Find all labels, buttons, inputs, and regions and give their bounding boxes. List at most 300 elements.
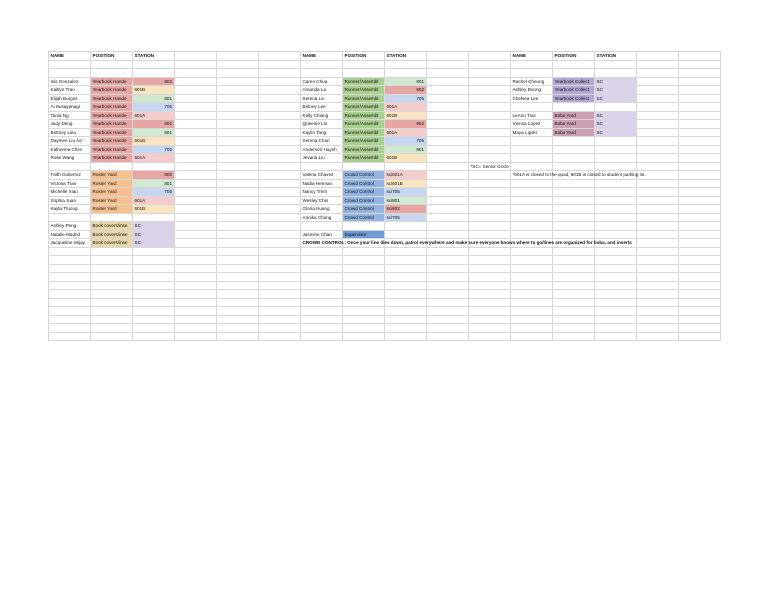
table-cell[interactable] bbox=[259, 324, 301, 333]
table-cell[interactable]: Crowd Control bbox=[343, 171, 385, 180]
table-cell[interactable] bbox=[343, 61, 385, 70]
table-cell[interactable] bbox=[301, 273, 343, 282]
table-cell[interactable]: sci802 bbox=[385, 205, 427, 214]
table-cell[interactable] bbox=[637, 282, 679, 291]
table-cell[interactable] bbox=[259, 282, 301, 291]
table-cell[interactable]: Katherine Chen bbox=[49, 146, 91, 155]
table-cell[interactable] bbox=[469, 222, 511, 231]
table-cell[interactable] bbox=[511, 299, 553, 308]
table-cell[interactable] bbox=[595, 180, 637, 189]
table-cell[interactable] bbox=[679, 171, 721, 180]
table-cell[interactable] bbox=[217, 205, 259, 214]
table-cell[interactable] bbox=[217, 197, 259, 206]
table-cell[interactable] bbox=[133, 307, 175, 316]
table-cell[interactable]: Amanda La bbox=[301, 86, 343, 95]
table-cell[interactable] bbox=[49, 290, 91, 299]
table-cell[interactable] bbox=[427, 129, 469, 138]
table-cell[interactable] bbox=[469, 95, 511, 104]
table-cell[interactable] bbox=[427, 95, 469, 104]
table-cell[interactable] bbox=[553, 265, 595, 274]
table-cell[interactable] bbox=[217, 290, 259, 299]
table-cell[interactable]: Anderson Huynh bbox=[301, 146, 343, 155]
table-cell[interactable] bbox=[427, 290, 469, 299]
table-cell[interactable] bbox=[385, 333, 427, 342]
table-cell[interactable]: LeAnn Trac bbox=[511, 112, 553, 121]
table-cell[interactable] bbox=[511, 333, 553, 342]
table-cell[interactable] bbox=[175, 222, 217, 231]
table-cell[interactable] bbox=[427, 188, 469, 197]
table-cell[interactable] bbox=[511, 197, 553, 206]
table-cell[interactable] bbox=[133, 214, 175, 223]
table-cell[interactable] bbox=[637, 307, 679, 316]
table-cell[interactable] bbox=[511, 222, 553, 231]
table-cell[interactable] bbox=[175, 129, 217, 138]
table-cell[interactable]: 705 bbox=[133, 188, 175, 197]
table-cell[interactable] bbox=[679, 239, 721, 248]
table-cell[interactable] bbox=[679, 214, 721, 223]
table-cell[interactable] bbox=[637, 197, 679, 206]
table-cell[interactable] bbox=[175, 120, 217, 129]
table-cell[interactable] bbox=[469, 146, 511, 155]
table-cell[interactable]: Yearbook Hande bbox=[91, 137, 133, 146]
table-cell[interactable] bbox=[217, 324, 259, 333]
table-cell[interactable] bbox=[469, 324, 511, 333]
table-cell[interactable]: 802 bbox=[133, 78, 175, 87]
table-cell[interactable] bbox=[259, 205, 301, 214]
table-cell[interactable] bbox=[259, 239, 301, 248]
table-cell[interactable]: sci801 bbox=[385, 197, 427, 206]
table-cell[interactable] bbox=[469, 248, 511, 257]
table-cell[interactable] bbox=[175, 163, 217, 172]
table-cell[interactable] bbox=[427, 256, 469, 265]
table-cell[interactable] bbox=[637, 324, 679, 333]
table-cell[interactable] bbox=[175, 239, 217, 248]
table-cell[interactable] bbox=[553, 222, 595, 231]
table-cell[interactable]: SC bbox=[133, 222, 175, 231]
table-cell[interactable]: Queenie Lin bbox=[301, 120, 343, 129]
table-cell[interactable] bbox=[511, 316, 553, 325]
table-cell[interactable]: Yearbook Hande bbox=[91, 86, 133, 95]
table-cell[interactable] bbox=[217, 163, 259, 172]
table-cell[interactable]: Yearbook Hande bbox=[91, 154, 133, 163]
table-cell[interactable] bbox=[49, 256, 91, 265]
table-cell[interactable] bbox=[343, 316, 385, 325]
table-cell[interactable]: Jacqueline Wijay bbox=[49, 239, 91, 248]
table-cell[interactable] bbox=[175, 180, 217, 189]
table-cell[interactable] bbox=[427, 120, 469, 129]
table-cell[interactable] bbox=[427, 146, 469, 155]
table-cell[interactable]: Yearbook Hande bbox=[91, 120, 133, 129]
table-cell[interactable] bbox=[175, 324, 217, 333]
table-cell[interactable]: 601B bbox=[385, 154, 427, 163]
table-cell[interactable]: Judy Deng bbox=[49, 120, 91, 129]
table-cell[interactable]: Michelle Xian bbox=[49, 188, 91, 197]
table-cell[interactable] bbox=[637, 78, 679, 87]
table-cell[interactable] bbox=[679, 163, 721, 172]
table-cell[interactable] bbox=[553, 146, 595, 155]
table-cell[interactable]: 601A bbox=[385, 103, 427, 112]
table-cell[interactable]: Yearbook Collect bbox=[553, 95, 595, 104]
table-cell[interactable] bbox=[91, 324, 133, 333]
table-cell[interactable] bbox=[427, 86, 469, 95]
table-cell[interactable]: 802 bbox=[133, 171, 175, 180]
table-cell[interactable] bbox=[427, 197, 469, 206]
table-cell[interactable]: Book covers/inse bbox=[91, 231, 133, 240]
table-cell[interactable] bbox=[679, 137, 721, 146]
table-cell[interactable] bbox=[259, 69, 301, 78]
table-cell[interactable] bbox=[427, 154, 469, 163]
table-cell[interactable]: Runner/Assembl bbox=[343, 120, 385, 129]
table-cell[interactable]: SC bbox=[595, 95, 637, 104]
table-cell[interactable]: SC bbox=[595, 78, 637, 87]
table-cell[interactable] bbox=[553, 69, 595, 78]
table-cell[interactable] bbox=[259, 316, 301, 325]
table-cell[interactable]: CROWD CONTROL: Once your line dies down, patrol everywhere and make sure everyone knows where to go/lines are organized for boba, and inserts bbox=[301, 239, 343, 248]
table-cell[interactable] bbox=[469, 231, 511, 240]
table-cell[interactable] bbox=[343, 273, 385, 282]
table-cell[interactable]: SC bbox=[595, 129, 637, 138]
table-cell[interactable] bbox=[427, 214, 469, 223]
table-cell[interactable]: Boba Yard bbox=[553, 112, 595, 121]
table-cell[interactable] bbox=[385, 316, 427, 325]
table-cell[interactable] bbox=[385, 290, 427, 299]
table-cell[interactable] bbox=[175, 154, 217, 163]
table-cell[interactable]: Runner/Assembl bbox=[343, 112, 385, 121]
table-cell[interactable] bbox=[511, 265, 553, 274]
table-cell[interactable]: Ashley Duong bbox=[511, 86, 553, 95]
table-cell[interactable] bbox=[679, 197, 721, 206]
table-cell[interactable] bbox=[679, 324, 721, 333]
table-cell[interactable] bbox=[469, 180, 511, 189]
table-cell[interactable] bbox=[637, 333, 679, 342]
table-cell[interactable] bbox=[469, 69, 511, 78]
table-cell[interactable] bbox=[595, 248, 637, 257]
table-cell[interactable] bbox=[469, 205, 511, 214]
table-cell[interactable] bbox=[49, 248, 91, 257]
table-cell[interactable]: SC bbox=[133, 239, 175, 248]
table-cell[interactable] bbox=[301, 163, 343, 172]
table-cell[interactable] bbox=[469, 214, 511, 223]
table-cell[interactable]: 601B bbox=[133, 137, 175, 146]
table-cell[interactable]: Crowd Control bbox=[343, 188, 385, 197]
table-cell[interactable] bbox=[217, 154, 259, 163]
table-cell[interactable] bbox=[49, 307, 91, 316]
table-cell[interactable] bbox=[427, 316, 469, 325]
table-cell[interactable] bbox=[301, 61, 343, 70]
table-cell[interactable] bbox=[511, 154, 553, 163]
table-cell[interactable] bbox=[385, 324, 427, 333]
table-cell[interactable]: Yearbook Hande bbox=[91, 146, 133, 155]
table-cell[interactable] bbox=[175, 146, 217, 155]
table-cell[interactable] bbox=[637, 231, 679, 240]
table-cell[interactable] bbox=[679, 146, 721, 155]
table-cell[interactable] bbox=[469, 188, 511, 197]
table-cell[interactable]: Runner/Assembl bbox=[343, 103, 385, 112]
table-cell[interactable] bbox=[595, 299, 637, 308]
table-cell[interactable] bbox=[343, 265, 385, 274]
table-cell[interactable] bbox=[427, 231, 469, 240]
table-cell[interactable] bbox=[427, 222, 469, 231]
table-cell[interactable] bbox=[301, 222, 343, 231]
table-cell[interactable]: Serena Chan bbox=[301, 137, 343, 146]
table-cell[interactable] bbox=[469, 282, 511, 291]
table-cell[interactable]: *SC= Senior Circle bbox=[469, 163, 511, 172]
table-cell[interactable] bbox=[175, 205, 217, 214]
table-cell[interactable] bbox=[343, 248, 385, 257]
table-cell[interactable]: 705 bbox=[385, 137, 427, 146]
table-cell[interactable]: Faith Gutierrez bbox=[49, 171, 91, 180]
table-cell[interactable]: Roster Yard bbox=[91, 205, 133, 214]
table-cell[interactable] bbox=[175, 265, 217, 274]
table-cell[interactable]: 601A bbox=[133, 112, 175, 121]
table-cell[interactable] bbox=[91, 256, 133, 265]
table-cell[interactable] bbox=[175, 282, 217, 291]
table-cell[interactable]: Yearbook Hande bbox=[91, 95, 133, 104]
table-cell[interactable] bbox=[679, 129, 721, 138]
table-cell[interactable]: Runner/Assembl bbox=[343, 86, 385, 95]
table-cell[interactable] bbox=[595, 282, 637, 291]
table-cell[interactable] bbox=[427, 248, 469, 257]
table-cell[interactable] bbox=[427, 112, 469, 121]
table-cell[interactable] bbox=[49, 324, 91, 333]
table-cell[interactable] bbox=[175, 112, 217, 121]
table-cell[interactable] bbox=[511, 205, 553, 214]
table-cell[interactable] bbox=[259, 112, 301, 121]
table-cell[interactable] bbox=[595, 137, 637, 146]
table-cell[interactable] bbox=[595, 103, 637, 112]
table-cell[interactable] bbox=[259, 248, 301, 257]
table-cell[interactable]: sci601A bbox=[385, 171, 427, 180]
table-cell[interactable] bbox=[469, 316, 511, 325]
table-cell[interactable] bbox=[49, 299, 91, 308]
table-cell[interactable] bbox=[679, 69, 721, 78]
table-cell[interactable] bbox=[91, 248, 133, 257]
table-cell[interactable] bbox=[679, 282, 721, 291]
table-cell[interactable]: 801 bbox=[133, 95, 175, 104]
table-cell[interactable] bbox=[259, 180, 301, 189]
table-cell[interactable] bbox=[385, 248, 427, 257]
table-cell[interactable] bbox=[595, 290, 637, 299]
table-cell[interactable]: sci705 bbox=[385, 214, 427, 223]
table-cell[interactable]: Kayla Truong bbox=[49, 205, 91, 214]
table-cell[interactable] bbox=[217, 248, 259, 257]
table-cell[interactable] bbox=[175, 273, 217, 282]
table-cell[interactable] bbox=[679, 316, 721, 325]
table-cell[interactable] bbox=[175, 248, 217, 257]
table-cell[interactable] bbox=[259, 333, 301, 342]
table-cell[interactable] bbox=[217, 78, 259, 87]
table-cell[interactable] bbox=[679, 103, 721, 112]
table-cell[interactable] bbox=[427, 324, 469, 333]
table-cell[interactable] bbox=[469, 273, 511, 282]
table-cell[interactable]: Supervisor bbox=[343, 231, 385, 240]
table-cell[interactable] bbox=[91, 307, 133, 316]
table-cell[interactable] bbox=[595, 146, 637, 155]
table-cell[interactable] bbox=[553, 154, 595, 163]
table-cell[interactable] bbox=[175, 61, 217, 70]
table-cell[interactable] bbox=[217, 222, 259, 231]
table-cell[interactable] bbox=[511, 137, 553, 146]
table-cell[interactable] bbox=[217, 282, 259, 291]
table-cell[interactable] bbox=[259, 78, 301, 87]
table-cell[interactable]: Ashley Peng bbox=[49, 222, 91, 231]
table-cell[interactable] bbox=[637, 69, 679, 78]
table-cell[interactable] bbox=[469, 256, 511, 265]
table-cell[interactable] bbox=[511, 248, 553, 257]
table-cell[interactable] bbox=[469, 112, 511, 121]
table-cell[interactable]: 801 bbox=[385, 146, 427, 155]
table-cell[interactable]: Brittney Lieu bbox=[49, 129, 91, 138]
table-cell[interactable]: Victoria Tran bbox=[49, 180, 91, 189]
table-cell[interactable]: Roster Yard bbox=[91, 171, 133, 180]
table-cell[interactable] bbox=[133, 324, 175, 333]
table-cell[interactable]: Maya Lipski bbox=[511, 129, 553, 138]
table-cell[interactable] bbox=[301, 282, 343, 291]
table-cell[interactable] bbox=[553, 205, 595, 214]
table-cell[interactable] bbox=[511, 69, 553, 78]
table-cell[interactable] bbox=[301, 265, 343, 274]
table-cell[interactable] bbox=[259, 129, 301, 138]
table-cell[interactable] bbox=[553, 103, 595, 112]
table-cell[interactable]: Jasmine Chan bbox=[301, 231, 343, 240]
table-cell[interactable]: Sophia Juan bbox=[49, 197, 91, 206]
table-cell[interactable]: 802 bbox=[133, 120, 175, 129]
table-cell[interactable] bbox=[49, 316, 91, 325]
table-cell[interactable] bbox=[217, 256, 259, 265]
table-cell[interactable] bbox=[553, 333, 595, 342]
table-cell[interactable] bbox=[679, 78, 721, 87]
table-cell[interactable] bbox=[679, 248, 721, 257]
table-cell[interactable]: Crowd Control bbox=[343, 197, 385, 206]
table-cell[interactable] bbox=[637, 137, 679, 146]
table-cell[interactable] bbox=[217, 214, 259, 223]
table-cell[interactable] bbox=[133, 273, 175, 282]
table-cell[interactable] bbox=[511, 273, 553, 282]
table-cell[interactable] bbox=[679, 333, 721, 342]
table-cell[interactable] bbox=[637, 222, 679, 231]
table-cell[interactable] bbox=[175, 69, 217, 78]
table-cell[interactable] bbox=[427, 61, 469, 70]
table-cell[interactable] bbox=[469, 307, 511, 316]
table-cell[interactable] bbox=[133, 248, 175, 257]
table-cell[interactable]: 705 bbox=[385, 95, 427, 104]
table-cell[interactable]: Yearbook Hande bbox=[91, 78, 133, 87]
table-cell[interactable] bbox=[259, 222, 301, 231]
table-cell[interactable]: Natalie Madrid bbox=[49, 231, 91, 240]
table-cell[interactable] bbox=[511, 61, 553, 70]
table-cell[interactable] bbox=[469, 265, 511, 274]
table-cell[interactable] bbox=[133, 265, 175, 274]
table-cell[interactable] bbox=[679, 265, 721, 274]
table-cell[interactable] bbox=[679, 205, 721, 214]
table-cell[interactable] bbox=[133, 69, 175, 78]
table-cell[interactable] bbox=[679, 120, 721, 129]
table-cell[interactable] bbox=[259, 290, 301, 299]
table-cell[interactable]: Annika Chong bbox=[301, 214, 343, 223]
table-cell[interactable] bbox=[553, 163, 595, 172]
table-cell[interactable] bbox=[595, 197, 637, 206]
table-cell[interactable] bbox=[679, 307, 721, 316]
table-cell[interactable] bbox=[259, 86, 301, 95]
table-cell[interactable] bbox=[301, 299, 343, 308]
table-cell[interactable] bbox=[637, 248, 679, 257]
table-cell[interactable] bbox=[469, 120, 511, 129]
table-cell[interactable] bbox=[217, 69, 259, 78]
table-cell[interactable] bbox=[385, 273, 427, 282]
table-cell[interactable] bbox=[259, 273, 301, 282]
table-cell[interactable] bbox=[343, 290, 385, 299]
table-cell[interactable] bbox=[259, 214, 301, 223]
table-cell[interactable] bbox=[469, 171, 511, 180]
table-cell[interactable] bbox=[595, 256, 637, 265]
table-cell[interactable]: Yearbook Hande bbox=[91, 112, 133, 121]
table-cell[interactable] bbox=[469, 299, 511, 308]
table-cell[interactable] bbox=[637, 61, 679, 70]
table-cell[interactable] bbox=[679, 290, 721, 299]
table-cell[interactable] bbox=[259, 188, 301, 197]
table-cell[interactable] bbox=[175, 231, 217, 240]
table-cell[interactable] bbox=[91, 163, 133, 172]
table-cell[interactable] bbox=[133, 282, 175, 291]
table-cell[interactable] bbox=[385, 61, 427, 70]
table-cell[interactable]: Roster Yard bbox=[91, 188, 133, 197]
table-cell[interactable] bbox=[595, 333, 637, 342]
table-cell[interactable] bbox=[217, 316, 259, 325]
table-cell[interactable] bbox=[175, 214, 217, 223]
table-cell[interactable] bbox=[637, 86, 679, 95]
table-cell[interactable] bbox=[301, 69, 343, 78]
table-cell[interactable] bbox=[259, 103, 301, 112]
table-cell[interactable] bbox=[217, 273, 259, 282]
table-cell[interactable]: Nadia Herman bbox=[301, 180, 343, 189]
table-cell[interactable] bbox=[511, 214, 553, 223]
table-cell[interactable] bbox=[637, 154, 679, 163]
table-cell[interactable] bbox=[511, 256, 553, 265]
table-cell[interactable] bbox=[511, 324, 553, 333]
table-cell[interactable] bbox=[595, 163, 637, 172]
table-cell[interactable] bbox=[427, 180, 469, 189]
table-cell[interactable] bbox=[175, 307, 217, 316]
table-cell[interactable]: 801 bbox=[133, 180, 175, 189]
table-cell[interactable] bbox=[637, 180, 679, 189]
table-cell[interactable] bbox=[217, 95, 259, 104]
table-cell[interactable] bbox=[343, 324, 385, 333]
table-cell[interactable] bbox=[217, 299, 259, 308]
table-cell[interactable] bbox=[595, 316, 637, 325]
table-cell[interactable] bbox=[49, 69, 91, 78]
table-cell[interactable] bbox=[553, 248, 595, 257]
table-cell[interactable] bbox=[301, 256, 343, 265]
table-cell[interactable] bbox=[217, 137, 259, 146]
table-cell[interactable] bbox=[679, 180, 721, 189]
table-cell[interactable] bbox=[301, 333, 343, 342]
table-cell[interactable] bbox=[385, 163, 427, 172]
table-cell[interactable]: Yearbook Collect bbox=[553, 86, 595, 95]
table-cell[interactable] bbox=[175, 86, 217, 95]
table-cell[interactable] bbox=[679, 231, 721, 240]
table-cell[interactable]: Crowd Control bbox=[343, 205, 385, 214]
table-cell[interactable]: Crowd Control bbox=[343, 180, 385, 189]
table-cell[interactable] bbox=[133, 316, 175, 325]
table-cell[interactable]: Rose Wang bbox=[49, 154, 91, 163]
table-cell[interactable] bbox=[259, 146, 301, 155]
table-cell[interactable]: 801 bbox=[385, 78, 427, 87]
table-cell[interactable]: 601B bbox=[133, 205, 175, 214]
table-cell[interactable]: 705 bbox=[133, 146, 175, 155]
table-cell[interactable]: Runner/Assembl bbox=[343, 154, 385, 163]
table-cell[interactable]: Runner/Assembl bbox=[343, 95, 385, 104]
table-cell[interactable] bbox=[217, 120, 259, 129]
